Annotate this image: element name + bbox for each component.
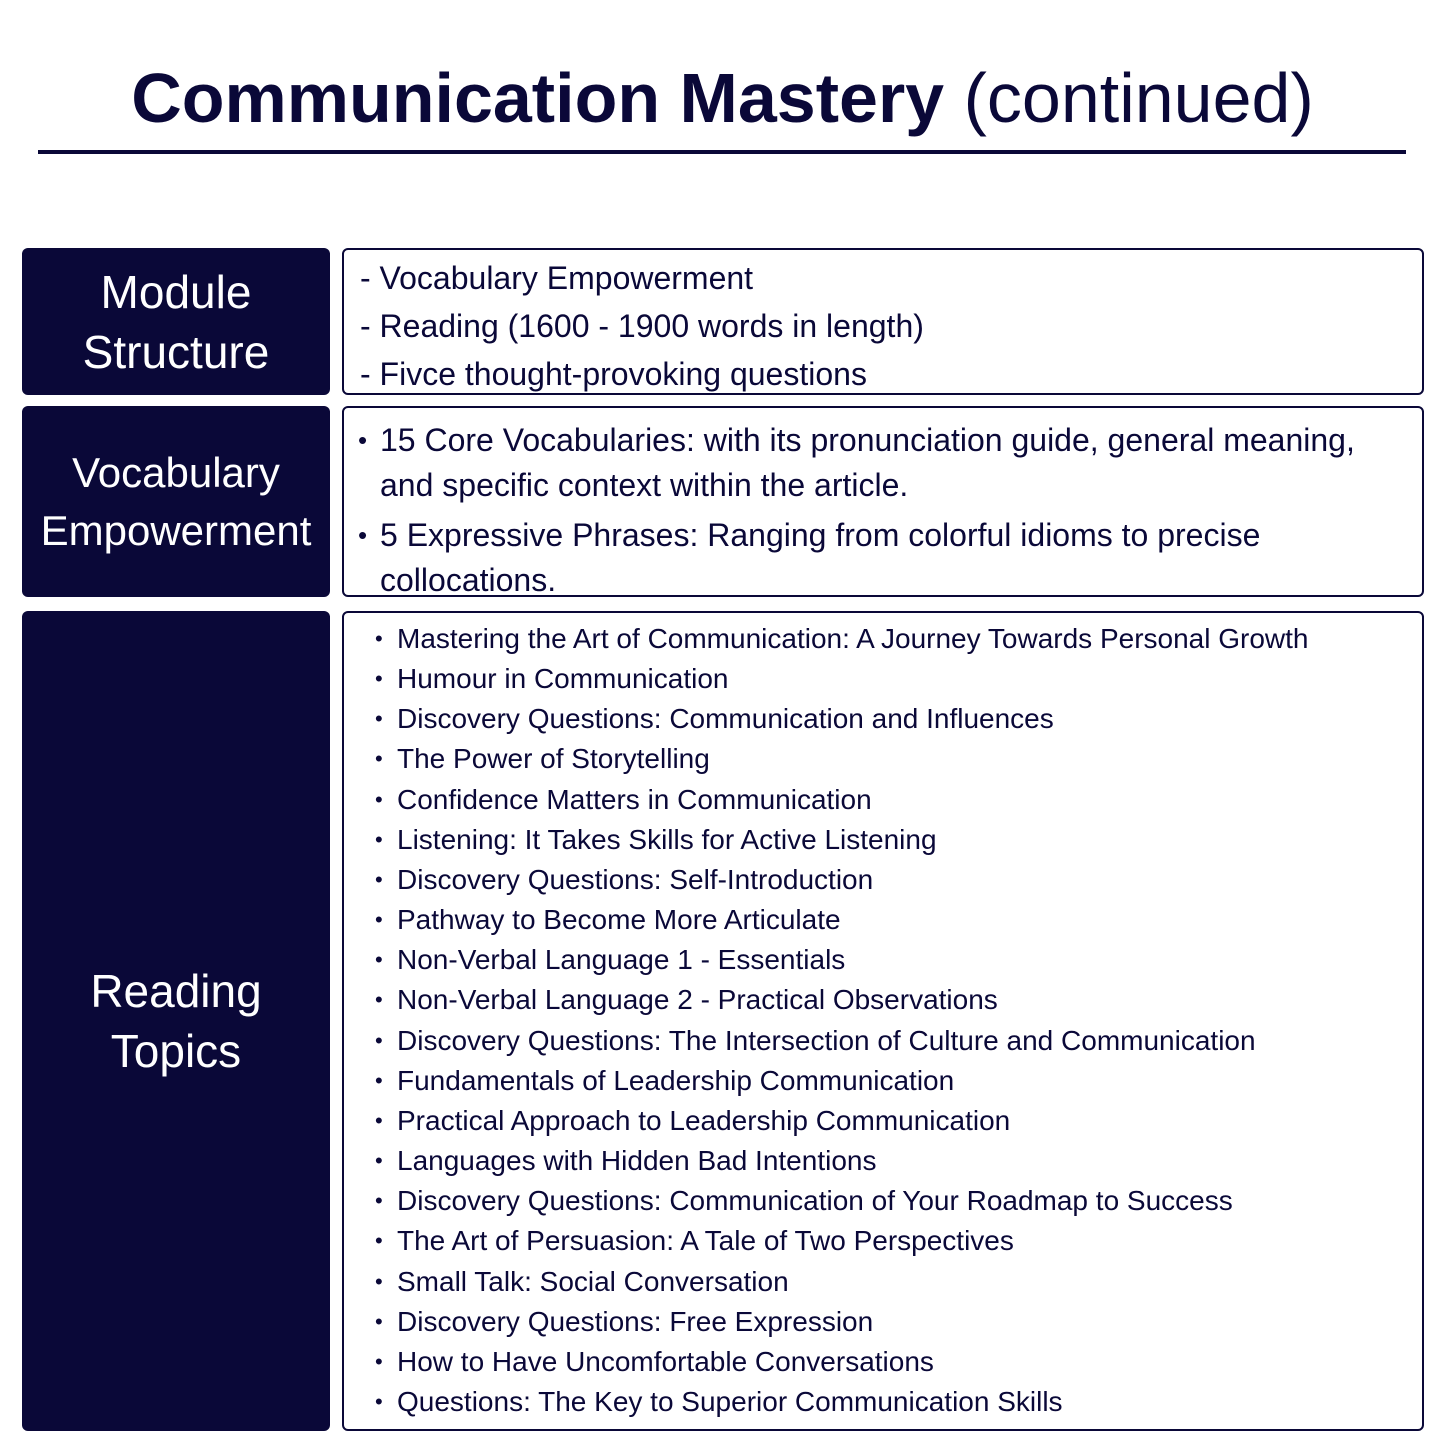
list-item: • Non-Verbal Language 2 - Practical Observations xyxy=(397,980,1422,1020)
list-item: • Humour in Communication xyxy=(397,659,1422,699)
module-structure-list xyxy=(344,250,1422,398)
list-item: - Fivce thought-provoking questions xyxy=(360,356,867,392)
list-item: • Listening: It Takes Skills for Active Listening xyxy=(397,820,1422,860)
vocabulary-empowerment-content xyxy=(342,406,1424,597)
list-item: • How to Have Uncomfortable Conversations xyxy=(397,1342,1422,1382)
module-structure-content xyxy=(342,248,1424,395)
list-item: • Discovery Questions: Communication and Influences xyxy=(397,699,1422,739)
list-item: • Discovery Questions: Self-Introduction xyxy=(397,860,1422,900)
list-item: - Vocabulary Empowerment xyxy=(360,260,754,296)
module-structure-label-line1: Module xyxy=(100,265,252,318)
list-item: • Languages with Hidden Bad Intentions xyxy=(397,1141,1422,1181)
list-item: • Discovery Questions: The Intersection of Culture and Communication xyxy=(397,1021,1422,1061)
reading-topics-label-line2: Topics xyxy=(110,1025,242,1077)
list-item: - Reading (1600 - 1900 words in length) xyxy=(360,308,924,344)
module-structure-label-line2: Structure xyxy=(82,325,270,378)
reading-topics-label-line1: Reading xyxy=(90,965,262,1017)
list-item: • Practical Approach to Leadership Communication xyxy=(397,1101,1422,1141)
list-item: • Mastering the Art of Communication: A Journey Towards Personal Growth xyxy=(397,619,1422,659)
list-item: • Fundamentals of Leadership Communication xyxy=(397,1061,1422,1101)
list-item: • Pathway to Become More Articulate xyxy=(397,900,1422,940)
reading-topics-content xyxy=(342,611,1424,1431)
list-item: • Confidence Matters in Communication xyxy=(397,780,1422,820)
vocabulary-empowerment-label xyxy=(22,406,330,597)
page-title xyxy=(0,56,1445,140)
reading-topics-label xyxy=(22,611,330,1431)
list-item: • 15 Core Vocabularies: with its pronunciation guide, general meaning, and specific context within the article. xyxy=(380,418,1382,508)
module-structure-label xyxy=(22,248,330,395)
list-item: • The Art of Persuasion: A Tale of Two Perspectives xyxy=(397,1221,1422,1261)
title-divider xyxy=(38,150,1406,154)
reading-topics-list xyxy=(344,613,1422,1422)
list-item: • Discovery Questions: Free Expression xyxy=(397,1302,1422,1342)
list-item: • Questions: The Key to Superior Communication Skills xyxy=(397,1382,1422,1422)
vocabulary-list xyxy=(344,408,1422,603)
list-item: • Discovery Questions: Communication of Your Roadmap to Success xyxy=(397,1181,1422,1221)
vocabulary-label-line1: Vocabulary xyxy=(72,448,280,496)
list-item: • 5 Expressive Phrases: Ranging from colorful idioms to precise collocations. xyxy=(380,513,1382,603)
list-item: • Small Talk: Social Conversation xyxy=(397,1262,1422,1302)
list-item: • The Power of Storytelling xyxy=(397,739,1422,779)
vocabulary-label-line2: Empowerment xyxy=(40,506,312,554)
title-suffix: (continued) xyxy=(963,59,1314,137)
title-main: Communication Mastery xyxy=(131,59,945,137)
list-item: • Non-Verbal Language 1 - Essentials xyxy=(397,940,1422,980)
